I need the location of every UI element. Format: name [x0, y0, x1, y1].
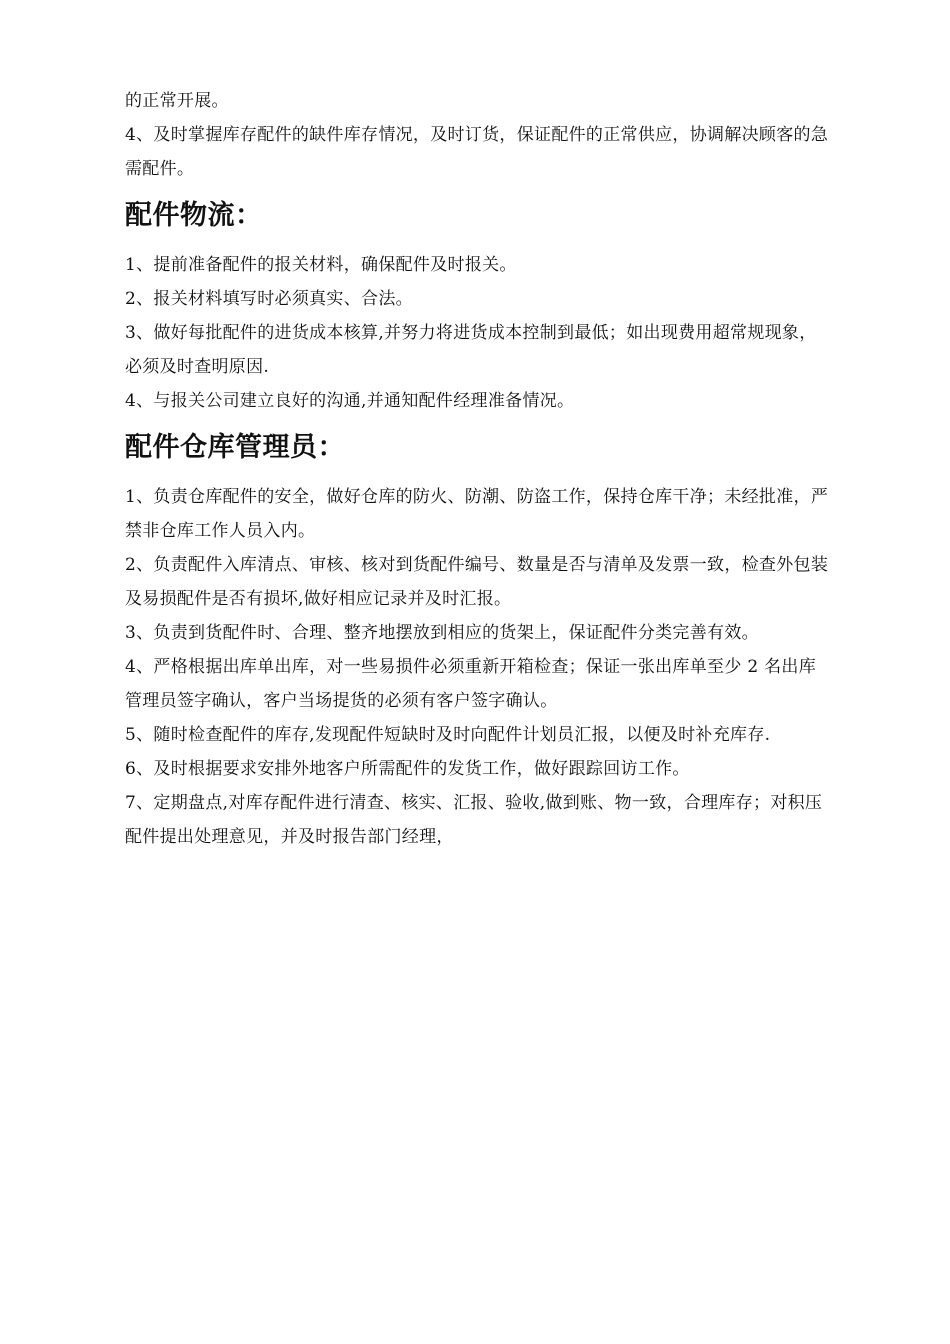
logistics-item-2: 2、报关材料填写时必须真实、合法。 — [125, 289, 413, 309]
warehouse-item-3: 3、负责到货配件时、合理、整齐地摆放到相应的货架上，保证配件分类完善有效。 — [125, 623, 759, 643]
logistics-item-3: 3、做好每批配件的进货成本核算,并努力将进货成本控制到最低；如出现费用超常规现象，必须及时查明原因. — [125, 323, 817, 377]
warehouse-item-6: 6、及时根据要求安排外地客户所需配件的发货工作，做好跟踪回访工作。 — [125, 759, 690, 779]
warehouse-item-7: 7、定期盘点,对库存配件进行清查、核实、汇报、验收,做到账、物一致，合理库存；对积压配件提出处理意见，并及时报告部门经理， — [125, 793, 823, 847]
logistics-item-1: 1、提前准备配件的报关材料，确保配件及时报关。 — [125, 255, 517, 275]
warehouse-item-4: 4、严格根据出库单出库，对一些易损件必须重新开箱检查；保证一张出库单至少 2 名出库管理员签字确认，客户当场提货的必须有客户签字确认。 — [125, 657, 817, 711]
section-title-warehouse: 配件仓库管理员： — [125, 432, 345, 463]
warehouse-item-1: 1、负责仓库配件的安全，做好仓库的防火、防潮、防盗工作，保持仓库干净；未经批准，严禁非仓库工作人员入内。 — [125, 487, 829, 541]
warehouse-item-5: 5、随时检查配件的库存,发现配件短缺时及时向配件计划员汇报，以便及时补充库存. — [125, 725, 771, 745]
section-title-logistics: 配件物流： — [125, 200, 263, 231]
logistics-item-4: 4、与报关公司建立良好的沟通,并通知配件经理准备情况。 — [125, 391, 575, 411]
intro-item-4: 4、及时掌握库存配件的缺件库存情况，及时订货，保证配件的正常供应，协调解决顾客的急需配件。 — [125, 125, 829, 179]
document-page — [125, 84, 830, 854]
intro-continuation: 的正常开展。 — [125, 91, 229, 111]
warehouse-item-2: 2、负责配件入库清点、审核、核对到货配件编号、数量是否与清单及发票一致，检查外包装及易损配件是否有损坏,做好相应记录并及时汇报。 — [125, 555, 829, 609]
